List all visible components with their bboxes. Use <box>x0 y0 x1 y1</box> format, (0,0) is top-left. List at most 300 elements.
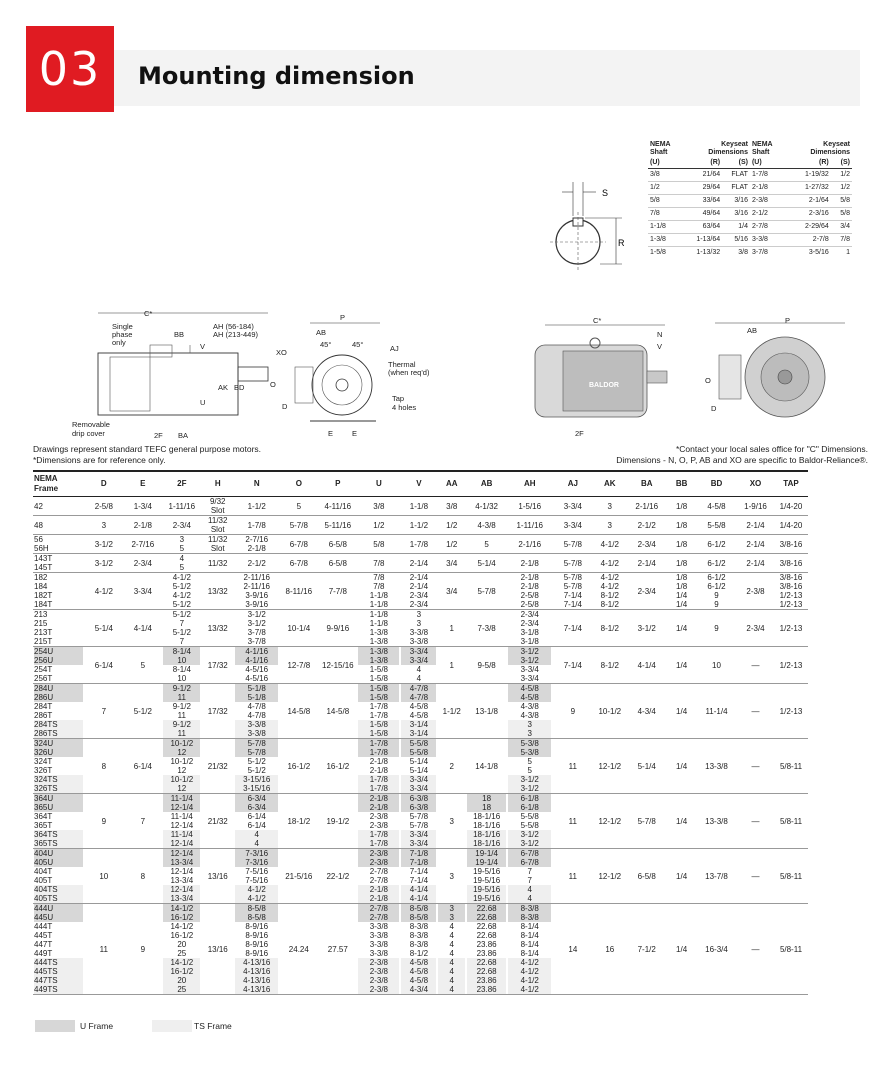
keyseat-cell: 5/8 <box>831 208 852 221</box>
cell-value: 5 <box>296 501 302 511</box>
cell-line: 8-5/8 <box>235 904 278 913</box>
cell-line: 2-3/8 <box>358 967 399 976</box>
cell-ak <box>593 610 626 647</box>
cell-line: 3-3/4 <box>520 674 539 683</box>
cell-value: 8-1/2 <box>600 660 619 670</box>
cell-line: 22.68 <box>467 904 506 913</box>
label-tap: Tap <box>392 394 405 403</box>
cell-value: 2-3/8 <box>746 586 765 596</box>
cell-value: 4-1/32 <box>475 501 498 511</box>
cell-value: 1/8 <box>676 558 688 568</box>
angle-1: 45° <box>320 340 332 349</box>
cell-line: 1-3/8 <box>358 656 399 665</box>
cell-d <box>84 516 123 535</box>
dim-ab-right: AB <box>747 326 758 335</box>
cell-line: 3-3/8 <box>369 922 388 931</box>
cell-line: 4-3/8 <box>520 702 539 711</box>
dim-o: O <box>270 380 276 389</box>
cell-line: 4-5/8 <box>508 693 551 702</box>
cell-line: 10-1/2 <box>170 757 194 766</box>
cell-u <box>357 849 400 904</box>
cell-line: 404T <box>34 867 53 876</box>
cell-tap <box>774 794 808 849</box>
cell-ah <box>507 904 552 995</box>
cell-line: 326U <box>34 748 83 757</box>
cell-line: 1-7/8 <box>358 784 399 793</box>
cell-line: 5 <box>527 766 532 775</box>
cell-ab <box>466 516 507 535</box>
cell-o <box>279 849 318 904</box>
cell-line: 364T <box>34 812 53 821</box>
cell-h <box>201 554 234 573</box>
cell-value: 5 <box>484 539 489 549</box>
cell-line: 8-9/16 <box>245 922 269 931</box>
cell-line: 2-1/8 <box>358 885 399 894</box>
cell-o <box>279 684 318 739</box>
cell-value: 10-1/2 <box>598 706 622 716</box>
cell-value: 9 <box>714 623 719 633</box>
cell-value: 3-3/4 <box>133 586 152 596</box>
cell-line: 5-7/8 <box>563 582 582 591</box>
cell-value: 13/32 <box>207 623 228 633</box>
cell-line: 7 <box>179 619 185 628</box>
keyseat-cell: 3-3/8 <box>750 234 788 247</box>
cell-line: 1-7/8 <box>358 748 399 757</box>
cell-line: 4 <box>508 885 551 894</box>
cell-value: 14-5/8 <box>326 706 350 716</box>
cell-value: — <box>751 706 760 716</box>
cell-h <box>201 684 234 739</box>
cell-line: 3 <box>438 904 465 913</box>
cell-line: 12 <box>163 748 200 757</box>
cell-value: 11 <box>568 871 577 881</box>
cell-line: 1-5/8 <box>358 729 399 738</box>
cell-ab <box>466 794 507 849</box>
cell-line: 5-7/8 <box>563 573 582 582</box>
cell-ak <box>593 647 626 684</box>
cell-line: 3-3/8 <box>369 931 388 940</box>
cell-line: 8-1/4 <box>520 940 539 949</box>
cell-value: 9 <box>140 944 146 954</box>
cell-value: 1/4 <box>676 816 688 826</box>
keyseat-cell: 3/16 <box>722 208 750 221</box>
cell-value: 5-11/16 <box>324 520 352 530</box>
key-sub: (S) <box>722 158 750 169</box>
keyseat-cell: 1-1/8 <box>648 221 686 234</box>
cell-aa <box>437 497 466 516</box>
cell-line: 1-7/8 <box>358 739 399 748</box>
cell-value: 8-11/16 <box>285 586 313 596</box>
cell-line: 7-5/16 <box>245 867 269 876</box>
cell-value: — <box>751 816 760 826</box>
cell-line: 5 <box>527 757 532 766</box>
cell-value: — <box>751 944 760 954</box>
cell-aa <box>437 573 466 610</box>
cell-line: 2-1/4 <box>409 582 429 591</box>
cell-line: 5-7/8 <box>235 748 278 757</box>
cell-ak <box>593 794 626 849</box>
cell-aa <box>437 516 466 535</box>
cell-line: 4 <box>449 949 454 958</box>
cell-line: 11-1/4 <box>170 812 193 821</box>
cell-line: 4-5/16 <box>245 674 269 683</box>
frame-group-row <box>33 535 808 554</box>
cell-line: 3 <box>179 535 185 544</box>
cell-line: 7-3/16 <box>235 849 278 858</box>
key-sub: (U) <box>750 158 788 169</box>
cell-line: 405T <box>34 876 53 885</box>
page-title: Mounting dimension <box>138 62 415 90</box>
cell-e <box>123 684 162 739</box>
keyseat-cell: 1-13/32 <box>686 247 722 260</box>
cell-line: 5-3/8 <box>508 748 551 757</box>
cell-line: 324T <box>34 757 53 766</box>
cell-value: 16-1/2 <box>326 761 350 771</box>
cell-line: 2-3/4 <box>520 619 539 628</box>
cell-line: 7/8 <box>373 573 385 582</box>
column-header: P <box>318 471 357 497</box>
cell-line: 4 <box>416 674 422 683</box>
motor-drawing-right <box>525 315 870 440</box>
cell-v <box>400 794 437 849</box>
column-header: H <box>201 471 234 497</box>
cell-line: 4-1/2 <box>172 591 191 600</box>
cell-line: 7-1/4 <box>409 876 429 885</box>
cell-value: 1/4 <box>676 871 688 881</box>
cell-ab <box>466 610 507 647</box>
cell-frames <box>33 610 84 647</box>
cell-aj <box>552 516 593 535</box>
column-header: BA <box>626 471 667 497</box>
cell-aj <box>552 554 593 573</box>
cell-d <box>84 684 123 739</box>
keyseat-cell: 2-7/8 <box>788 234 831 247</box>
cell-line: 1-11/16 <box>516 520 543 530</box>
cell-line: 2-1/8 <box>358 803 399 812</box>
cell-value: 6-1/4 <box>133 761 152 771</box>
cell-value: 1/2-13 <box>779 660 803 670</box>
cell-line: 5-5/8 <box>520 821 539 830</box>
cell-line: 12-1/4 <box>163 803 200 812</box>
cell-line: 23.86 <box>467 976 506 985</box>
cell-line: 3-1/4 <box>401 720 436 729</box>
cell-o <box>279 647 318 684</box>
keyseat-cell: 1-13/64 <box>686 234 722 247</box>
frame-group-row <box>33 904 808 995</box>
cell-2f <box>162 849 201 904</box>
keyseat-cell: 3/16 <box>722 195 750 208</box>
cell-u <box>357 573 400 610</box>
keyseat-cell: 2-1/2 <box>750 208 788 221</box>
cell-u <box>357 684 400 739</box>
cell-aj <box>552 739 593 794</box>
cell-line: 3-3/8 <box>369 949 388 958</box>
cell-v <box>400 516 437 535</box>
cell-line: 284TS <box>34 720 83 729</box>
cell-value: 11 <box>568 816 577 826</box>
cell-line: 11 <box>177 711 186 720</box>
cell-tap <box>774 497 808 516</box>
cell-line: 449TS <box>34 985 83 994</box>
cell-aj <box>552 535 593 554</box>
dim-n-right: N <box>657 330 663 339</box>
cell-line: 42 <box>34 501 43 511</box>
cell-p <box>318 516 357 535</box>
key-header: Keyseat Dimensions <box>708 141 748 156</box>
cell-o <box>279 516 318 535</box>
cell-value: 1/4 <box>676 761 688 771</box>
cell-value: 4-1/2 <box>94 586 113 596</box>
keyseat-cell: 33/64 <box>686 195 722 208</box>
cell-bd <box>696 794 737 849</box>
cell-line: 56 <box>34 535 43 544</box>
keyseat-cell: 2-7/8 <box>750 221 788 234</box>
cell-line: 326T <box>34 766 53 775</box>
cell-line: 9-1/2 <box>163 684 200 693</box>
keyseat-row <box>648 234 852 247</box>
cell-value: 11/32 <box>208 558 228 568</box>
cell-ah <box>507 794 552 849</box>
cell-line: 444U <box>34 904 83 913</box>
cell-value: 18-1/2 <box>287 816 311 826</box>
cell-line: 4-1/2 <box>508 976 551 985</box>
cell-bd <box>696 904 737 995</box>
cell-value: 5-7/8 <box>477 586 496 596</box>
cell-value: 8 <box>101 761 107 771</box>
key-header: Keyseat Dimensions <box>810 141 850 156</box>
cell-line: 5-1/2 <box>172 610 191 619</box>
cell-value: 1/2-13 <box>779 706 803 716</box>
dim-v-right: V <box>657 342 663 351</box>
cell-n <box>234 535 279 554</box>
cell-aa <box>437 610 466 647</box>
cell-line: 444T <box>34 922 53 931</box>
cell-2f <box>162 535 201 554</box>
cell-line: 1-1/8 <box>369 600 388 609</box>
cell-d <box>84 554 123 573</box>
cell-line: 19-1/4 <box>467 858 506 867</box>
cell-e <box>123 904 162 995</box>
cell-value: 16 <box>605 944 615 954</box>
keyseat-cell: 3-7/8 <box>750 247 788 260</box>
cell-u <box>357 794 400 849</box>
label-phase: phase <box>112 330 133 339</box>
cell-bb <box>667 535 696 554</box>
cell-p <box>318 535 357 554</box>
cell-value: 3/4 <box>446 586 458 596</box>
cell-h <box>201 647 234 684</box>
cell-line: 22.68 <box>467 958 506 967</box>
cell-line: 286TS <box>34 729 83 738</box>
cell-value: 1 <box>449 623 454 633</box>
keyseat-row <box>648 195 852 208</box>
cell-value: 17/32 <box>207 706 228 716</box>
cell-line: 4-3/8 <box>520 711 539 720</box>
cell-line: 3 <box>438 913 465 922</box>
cell-value: 13/16 <box>207 944 228 954</box>
frame-group-row <box>33 554 808 573</box>
cell-n <box>234 794 279 849</box>
cell-ak <box>593 516 626 535</box>
cell-line: 3-3/8 <box>235 720 278 729</box>
cell-line: 4 <box>449 940 454 949</box>
cell-value: 6-1/2 <box>707 539 726 549</box>
cell-bd <box>696 573 737 610</box>
cell-bb <box>667 684 696 739</box>
cell-line: 2-11/16 <box>243 573 270 582</box>
cell-line: 3/8-16 <box>779 582 803 591</box>
cell-line: 254T <box>34 665 53 674</box>
cell-line: 2-3/8 <box>369 821 388 830</box>
cell-line: 18 <box>467 803 506 812</box>
cell-ba <box>626 794 667 849</box>
cell-line: 3-1/2 <box>508 656 551 665</box>
cell-e <box>123 647 162 684</box>
cell-line: 7-1/4 <box>563 591 582 600</box>
cell-xo <box>737 554 774 573</box>
cell-line: 10 <box>177 674 187 683</box>
column-header: NEMA Frame <box>33 471 84 497</box>
cell-value: 5/8-11 <box>779 761 803 771</box>
cell-bd <box>696 739 737 794</box>
legend-ts-label: TS Frame <box>194 1021 232 1031</box>
cell-o <box>279 497 318 516</box>
cell-line: 8-9/16 <box>245 931 269 940</box>
cell-value: 1/8 <box>676 501 688 511</box>
cell-line: 3-15/16 <box>235 775 278 784</box>
cell-line: 5-7/8 <box>235 739 278 748</box>
cell-line: 3-3/8 <box>409 637 429 646</box>
cell-bd <box>696 684 737 739</box>
label-drip: drip cover <box>72 429 105 438</box>
cell-tap <box>774 904 808 995</box>
cell-aj <box>552 684 593 739</box>
cell-value: 21-5/16 <box>285 871 313 881</box>
cell-line: 5-1/2 <box>247 757 266 766</box>
cell-h <box>201 516 234 535</box>
cell-line: 4 <box>235 839 278 848</box>
shaft-r-label: R <box>618 238 625 248</box>
cell-value: 1-1/2 <box>442 706 461 716</box>
cell-value: 5/8-11 <box>779 816 803 826</box>
cell-line: 13-3/4 <box>163 858 200 867</box>
cell-line: 445T <box>34 931 53 940</box>
cell-line: 404TS <box>34 885 83 894</box>
cell-line: 10-1/2 <box>163 739 200 748</box>
label-removable: Removable <box>72 420 110 429</box>
cell-xo <box>737 647 774 684</box>
cell-bd <box>696 535 737 554</box>
keyseat-cell: 3/4 <box>831 221 852 234</box>
cell-line: 22.68 <box>476 931 497 940</box>
cell-line: 2-1/8 <box>520 573 539 582</box>
cell-line: 5 <box>179 544 185 553</box>
cell-line: 3-9/16 <box>245 591 269 600</box>
cell-u <box>357 647 400 684</box>
cell-line: 4-7/8 <box>401 693 436 702</box>
cell-line: 184T <box>34 600 53 609</box>
cell-line: 3-1/2 <box>247 619 266 628</box>
cell-value: 5-5/8 <box>707 520 726 530</box>
cell-v <box>400 610 437 647</box>
cell-bb <box>667 610 696 647</box>
cell-line: 2-3/4 <box>409 591 429 600</box>
cell-line: 4-1/2 <box>235 885 278 894</box>
cell-line: 3 <box>508 729 551 738</box>
cell-2f <box>162 794 201 849</box>
cell-tap <box>774 573 808 610</box>
cell-line: 1-7/8 <box>369 711 388 720</box>
cell-line: 5-3/8 <box>508 739 551 748</box>
cell-bb <box>667 497 696 516</box>
cell-u <box>357 497 400 516</box>
cell-e <box>123 535 162 554</box>
cell-line: 20 <box>163 976 200 985</box>
cell-line: 2-1/8 <box>520 582 539 591</box>
cell-line: 1-5/8 <box>358 720 399 729</box>
dim-2f-right: 2F <box>575 429 584 438</box>
cell-line: 3-3/4 <box>401 839 436 848</box>
column-header: N <box>234 471 279 497</box>
cell-value: 1-3/4 <box>133 501 152 511</box>
cell-v <box>400 497 437 516</box>
cell-line: 3-1/2 <box>247 610 266 619</box>
cell-ah <box>507 535 552 554</box>
cell-aj <box>552 794 593 849</box>
cell-line: 14-1/2 <box>163 904 200 913</box>
cell-line: 284U <box>34 684 83 693</box>
cell-line: 14-1/2 <box>170 922 194 931</box>
cell-value: 3 <box>449 871 454 881</box>
cell-line: 10-1/2 <box>163 775 200 784</box>
cell-line: 23.86 <box>476 940 497 949</box>
cell-ab <box>466 739 507 794</box>
cell-tap <box>774 535 808 554</box>
cell-value: 9-9/16 <box>326 623 350 633</box>
cell-2f <box>162 684 201 739</box>
keyseat-cell: 29/64 <box>686 182 722 195</box>
cell-line: 2-3/8 <box>358 976 399 985</box>
cell-u <box>357 554 400 573</box>
cell-line: 11-1/4 <box>163 794 200 803</box>
cell-2f <box>162 573 201 610</box>
cell-value: 2-1/4 <box>746 520 765 530</box>
cell-line: 4-1/2 <box>172 573 191 582</box>
cell-line: 2-5/8 <box>520 591 539 600</box>
keyseat-cell: 1-3/8 <box>648 234 686 247</box>
cell-frames <box>33 497 84 516</box>
cell-line: 13-3/4 <box>163 894 200 903</box>
cell-line: 4-1/4 <box>401 894 436 903</box>
keyseat-cell: 3/8 <box>722 247 750 260</box>
cell-xo <box>737 573 774 610</box>
column-header: O <box>279 471 318 497</box>
cell-value: 1/2 <box>446 539 458 549</box>
cell-line: 3-1/8 <box>520 628 539 637</box>
cell-line: 2-1/8 <box>369 766 388 775</box>
cell-value: 14-1/8 <box>475 761 498 771</box>
cell-value: 3 <box>101 520 107 530</box>
cell-h <box>201 739 234 794</box>
cell-value: 13-3/8 <box>705 816 728 826</box>
keyseat-cell: 2-3/16 <box>788 208 831 221</box>
cell-line: 1-11/16 <box>168 501 196 511</box>
cell-line: 2-3/4 <box>172 520 191 530</box>
cell-e <box>123 794 162 849</box>
cell-line: 4-13/16 <box>235 985 278 994</box>
cell-v <box>400 904 437 995</box>
key-header: NEMA Shaft <box>650 141 671 156</box>
